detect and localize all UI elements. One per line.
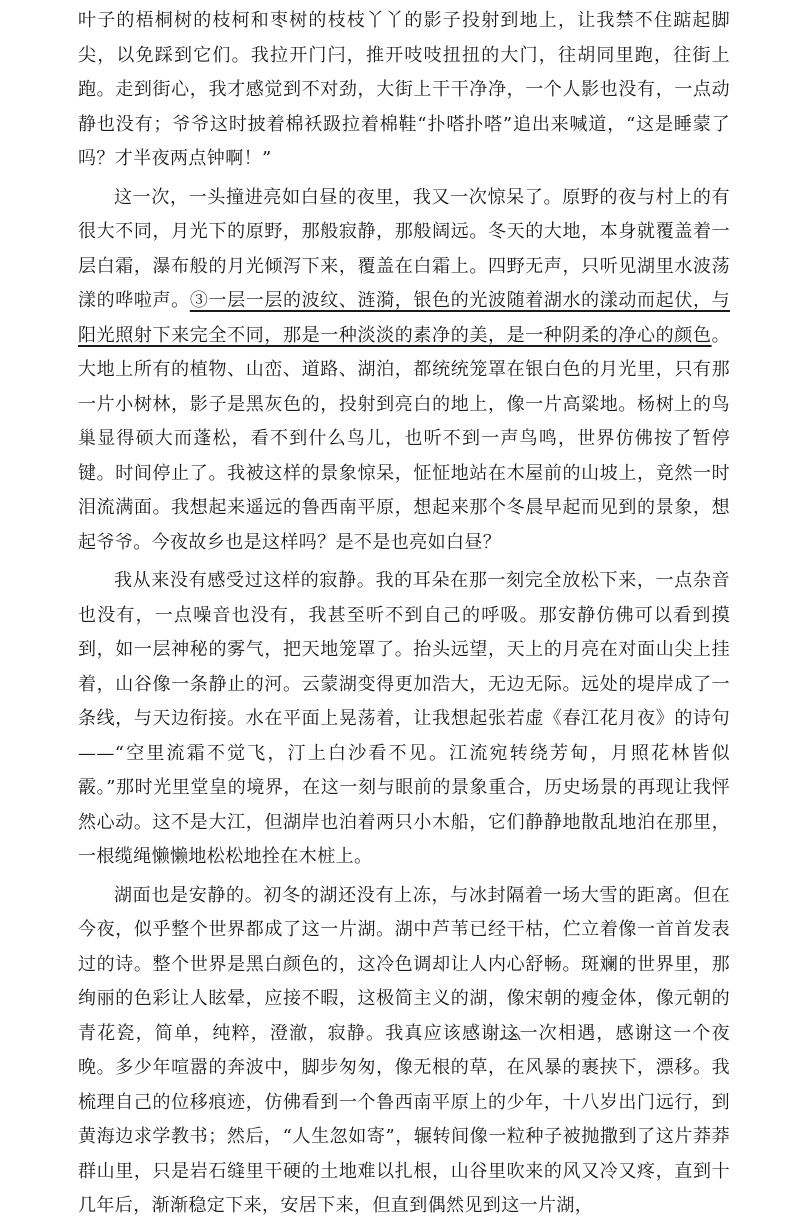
handwritten-scribble-icon	[498, 1030, 522, 1044]
paragraph-1-text: 叶子的梧桐树的枝柯和枣树的枝枝丫丫的影子投射到地上，让我禁不住踮起脚尖，以免踩到它们。我拉开门闩，推开吱吱扭扭的大门，往胡同里跑，往街上跑。走到街心，我才感觉到不对劲，大街上干干净净，一个人影也没有，一点动静也没有；爷爷这时披着棉袄趿拉着棉鞋“扑嗒扑嗒”追出来喊道，“这是睡蒙了吗？才半夜两点钟啊！”	[78, 10, 730, 169]
paragraph-1	[78, 4, 730, 177]
paragraph-4	[78, 879, 730, 1224]
document-page	[78, 4, 730, 1224]
paragraph-2	[78, 181, 730, 561]
paragraph-3	[78, 564, 730, 875]
paragraph-3-text: 我从来没有感受过这样的寂静。我的耳朵在那一刻完全放松下来，一点杂音也没有，一点噪音也没有，我甚至听不到自己的呼吸。那安静仿佛可以看到摸到，如一层神秘的雾气，把天地笼罩了。抬头远望，天上的月亮在对面山尖上挂着，山谷像一条静止的河。云蒙湖变得更加浩大，无边无际。远处的堤岸成了一条线，与天边衔接。水在平面上晃荡着，让我想起张若虚《春江花月夜》的诗句——“空里流霜不觉飞，汀上白沙看不见。江流宛转绕芳甸，月照花林皆似霰。”那时光里堂皇的境界，在这一刻与眼前的景象重合，历史场景的再现让我怦然心动。这不是大江，但湖岸也泊着两只小木船，它们静静地散乱地泊在那里，一根缆绳懒懒地松松地拴在木桩上。	[78, 570, 730, 867]
paragraph-2-text-after: 。大地上所有的植物、山峦、道路、湖泊，都统统笼罩在银白色的月光里，只有那一片小树林，影子是黑灰色的，投射到亮白的地上，像一片高粱地。杨树上的鸟巢显得硕大而蓬松，看不到什么鸟儿，也听不到一声鸟鸣，世界仿佛按了暂停键。时间停止了。我被这样的景象惊呆，怔怔地站在木屋前的山坡上，竟然一时泪流满面。我想起来遥远的鲁西南平原，想起来那个冬晨早起而见到的景象，想起爷爷。今夜故乡也是这样吗？是不是也亮如白昼？	[78, 324, 730, 553]
underlined-sentence-3: ③一层一层的波纹、涟漪，银色的光波随着湖水的漾动而起伏，与阳光照射下来完全不同，那是一种淡淡的素净的美，是一种阴柔的净心的颜色	[78, 290, 730, 346]
paragraph-2-text-before: 这一次，一头撞进亮如白昼的夜里，我又一次惊呆了。原野的夜与村上的有很大不同，月光下的原野，那般寂静，那般阔远。冬天的大地，本身就覆盖着一层白霜，瀑布般的月光倾泻下来，覆盖在白霜上。四野无声，只听见湖里水波荡漾的哗啦声。	[78, 186, 730, 311]
paragraph-4-text: 湖面也是安静的。初冬的湖还没有上冻，与冰封隔着一场大雪的距离。但在今夜，似乎整个世界都成了这一片湖。湖中芦苇已经干枯，伫立着像一首首发表过的诗。整个世界是黑白颜色的，这冷色调却让人内心舒畅。斑斓的世界里，那绚丽的色彩让人眩晕，应接不暇，这极简主义的湖，像宋朝的瘦金体，像元朝的青花瓷，简单，纯粹，澄澈，寂静。我真应该感谢这一次相遇，感谢这一个夜晚。多少年喧嚣的奔波中，脚步匆匆，像无根的草，在风暴的裹挟下，漂移。我梳理自己的位移痕迹，仿佛看到一个鲁西南平原上的少年，十八岁出门远行，到黄海边求学教书；然后，“人生忽如寄”，辗转间像一粒种子被抛撒到了这片莽莽群山里，只是岩石缝里干硬的土地难以扎根，山谷里吹来的风又冷又疼，直到十几年后，渐渐稳定下来，安居下来，但直到偶然见到这一片湖，	[78, 884, 730, 1216]
